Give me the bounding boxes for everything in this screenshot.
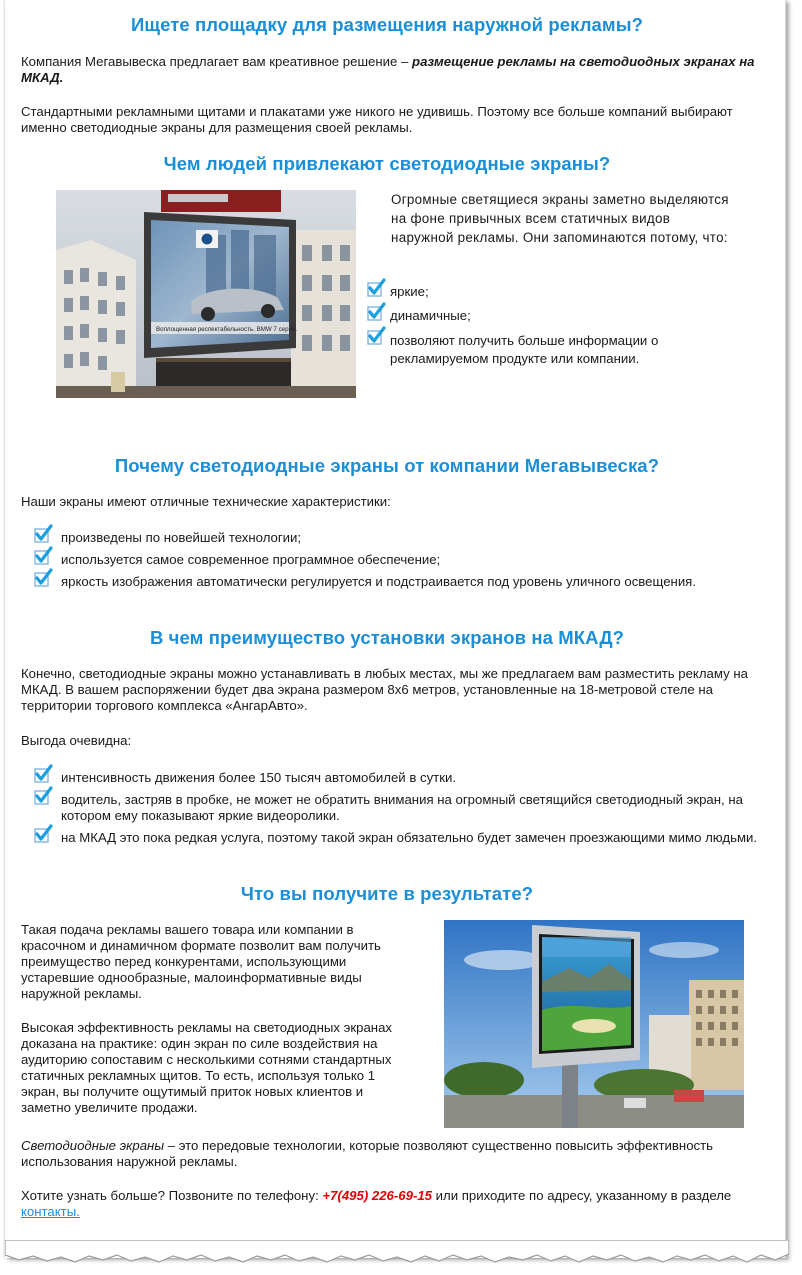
checkbox-icon <box>33 786 53 806</box>
list-item <box>21 830 761 846</box>
list-item-text: произведены по новейшей технологии; <box>61 530 302 545</box>
closing-text: – это передовые технологии, которые позволяют существенно повысить эффективность использования наружной рекламы. <box>21 1138 714 1169</box>
benefit-label: Выгода очевидна: <box>21 733 132 748</box>
list-item-text: водитель, застряв в пробке, не может не обратить внимания на огромный светящийся светодиодный экран, на котором ему показывают яркие видеоролики. <box>61 792 743 823</box>
list-item <box>368 284 738 300</box>
benefit-list <box>21 770 761 852</box>
list-item <box>21 552 756 568</box>
checkbox-icon <box>366 302 386 322</box>
checkbox-icon <box>33 568 53 588</box>
mkad-paragraph: Конечно, светодиодные экраны можно устанавливать в любых местах, мы же предлагаем вам разместить рекламу на МКАД. В вашем распоряжении будет два экрана размером 8х6 метров, установленные на 18-метровой стеле на территории торгового комплекса «АнгарАвто». <box>21 666 748 713</box>
intro-paragraph-2: Стандартными рекламными щитами и плакатами уже никого не удивишь. Поэтому все больше компаний выбирают именно светодиодные экраны для размещения своей рекламы. <box>21 104 733 135</box>
checkbox-icon <box>33 524 53 544</box>
checkbox-icon <box>33 764 53 784</box>
cta-paragraph <box>21 1188 759 1220</box>
list-item-text: яркость изображения автоматически регулируется и подстраивается под уровень уличного освещения. <box>61 574 696 589</box>
list-item-text: яркие; <box>390 284 429 299</box>
led-screen-street-photo <box>444 920 744 1128</box>
checkbox-icon <box>33 546 53 566</box>
list-item-text: динамичные; <box>390 308 471 323</box>
contacts-link[interactable]: контакты. <box>21 1204 80 1219</box>
list-item <box>21 770 761 786</box>
attract-list <box>368 284 738 374</box>
checkbox-icon <box>366 326 386 346</box>
billboard-building-photo <box>56 190 356 398</box>
closing-italic: Светодиодные экраны <box>21 1138 165 1153</box>
torn-edge <box>5 1240 789 1270</box>
list-item-text: используется самое современное программное обеспечение; <box>61 552 441 567</box>
cta-lead: Хотите узнать больше? Позвоните по телефону: <box>21 1188 323 1203</box>
result-paragraph-2: Высокая эффективность рекламы на светодиодных экранах доказана на практике: один экран по силе воздействия на аудиторию сопоставим с несколькими сотнями стандартных статичных рекламных щитов. То есть, используя только 1 экран, вы получите ощутимый приток новых клиентов и заметно увеличите продажи. <box>21 1020 393 1115</box>
list-item <box>368 332 738 368</box>
main-heading: Ищете площадку для размещения наружной рекламы? <box>130 14 644 35</box>
closing-paragraph <box>21 1138 759 1170</box>
result-paragraph-1: Такая подача рекламы вашего товара или компании в красочном и динамичном формате позволит вам получить преимущество перед конкурентами, использующими устаревшие однообразные, малоинформативные виды наружной рекламы. <box>21 922 381 1001</box>
list-item-text: на МКАД это пока редкая услуга, поэтому такой экран обязательно будет замечен проезжающими мимо людьми. <box>61 830 758 845</box>
intro-highlight: размещение рекламы на светодиодных экранах на МКАД. <box>21 54 755 85</box>
intro-paragraph <box>21 54 756 86</box>
list-item <box>21 530 756 546</box>
section-heading-why-us: Почему светодиодные экраны от компании Мегавывеска? <box>114 455 660 476</box>
section-heading-attract: Чем людей привлекают светодиодные экраны? <box>163 153 611 174</box>
cta-mid: или приходите по адресу, указанному в разделе <box>432 1188 732 1203</box>
list-item-text: интенсивность движения более 150 тысяч автомобилей в сутки. <box>61 770 457 785</box>
list-item <box>21 574 756 590</box>
phone-number: +7(495) 226-69-15 <box>322 1188 433 1203</box>
checkbox-icon <box>33 824 53 844</box>
tech-list <box>21 530 756 596</box>
checkbox-icon <box>366 278 386 298</box>
billboard-caption: Воплощенная респектабельность. BMW 7 серии. <box>156 326 298 333</box>
section-heading-result: Что вы получите в результате? <box>240 883 534 904</box>
intro-lead: Компания Мегавывеска предлагает вам креативное решение – <box>21 54 413 69</box>
list-item <box>368 308 738 324</box>
why-us-intro: Наши экраны имеют отличные технические характеристики: <box>21 494 391 509</box>
section-heading-mkad: В чем преимущество установки экранов на МКАД? <box>149 627 625 648</box>
attract-text: Огромные светящиеся экраны заметно выделяются на фоне привычных всем статичных видов наружной рекламы. Они запоминаются потому, что: <box>391 192 729 245</box>
list-item <box>21 792 761 824</box>
list-item-text: позволяют получить больше информации о рекламируемом продукте или компании. <box>390 333 659 366</box>
